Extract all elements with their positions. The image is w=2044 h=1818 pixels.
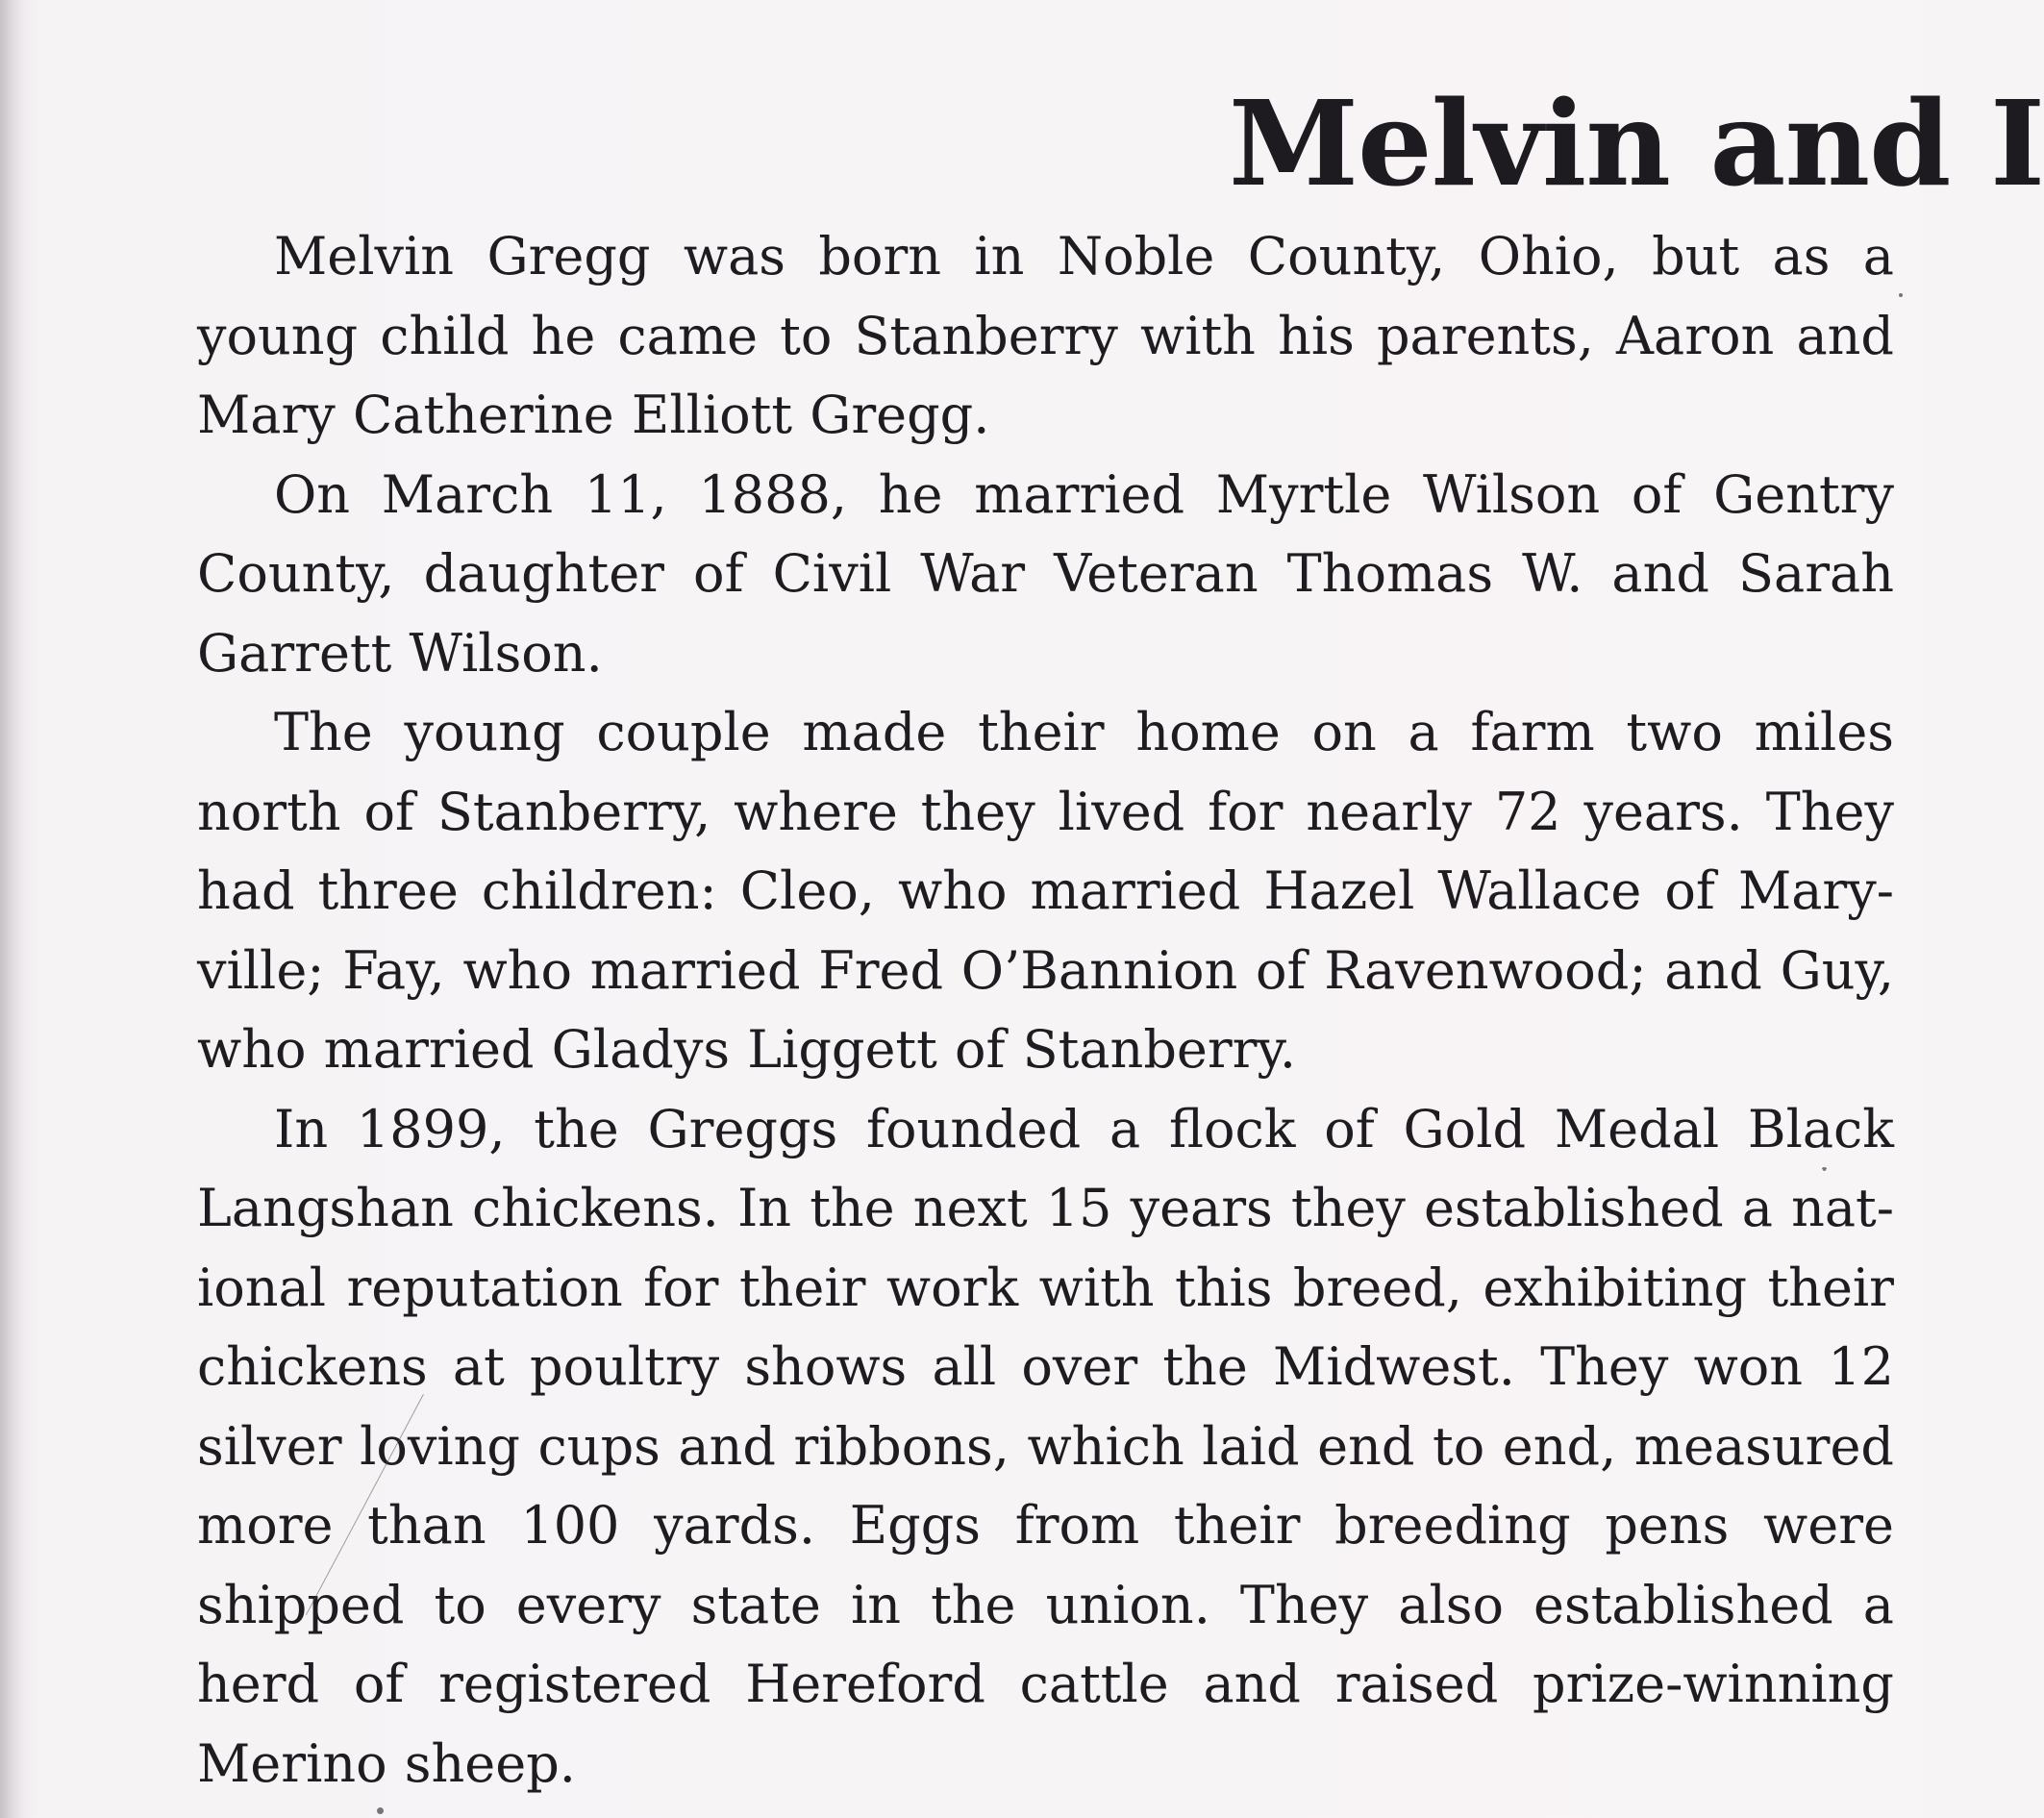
- paragraph-marriage: On March 11, 1888, he married Myrtle Wilson of Gentry County, daughter of Civil War Veteran Thomas W. and Sarah Garrett Wilson.: [197, 463, 1894, 684]
- article-heading: Melvin and I: [1229, 74, 2044, 212]
- scan-speck: [377, 1807, 384, 1814]
- scan-speck: [1899, 293, 1903, 297]
- paragraph-livestock: In 1899, the Greggs founded a flock of Gold Medal Black Langshan chickens. In the next 15 years they established a nat-ional reputation for their work with this breed, exhibiting their chickens at poultry shows all over the Midwest. They won 12 silver loving cups and ribbons, which laid end to end, measured more than 100 yards. Eggs from their breeding pens were shipped to every state in the union. They also established a herd of registered Hereford cattle and raised prize-winning Merino sheep.: [197, 1098, 1894, 1794]
- article-body: [197, 217, 1894, 1804]
- paragraph-birth: Melvin Gregg was born in Noble County, Ohio, but as a young child he came to Stanberry with his parents, Aaron and Mary Catherine Elliott Gregg.: [197, 226, 1894, 445]
- paragraph-family: The young couple made their home on a farm two miles north of Stanberry, where they lived for nearly 72 years. They had three children: Cleo, who married Hazel Wallace of Mary-ville; Fay, who married Fred O’Bannion of Ravenwood; and Guy, who married Gladys Liggett of Stanberry.: [197, 702, 1894, 1080]
- scan-speck: [1823, 1168, 1826, 1171]
- page-binding-shadow: [0, 0, 25, 1818]
